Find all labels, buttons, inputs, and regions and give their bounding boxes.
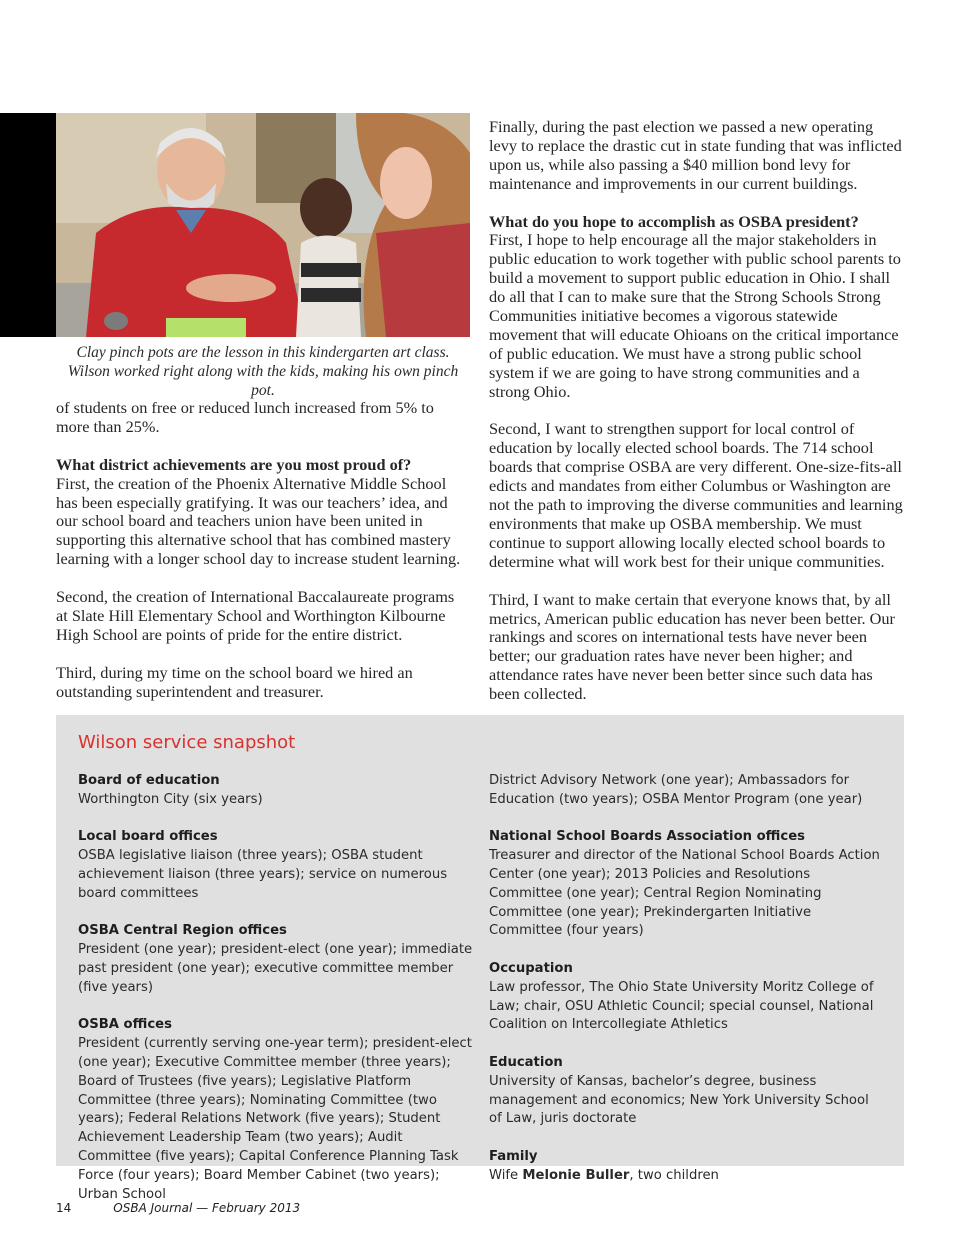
article-paragraph: First, the creation of the Phoenix Alternative Middle School has been especially gratifying. It was our teachers’ idea, and our school board and teachers union have been united in supporting this alternative school that has combined mastery learning with a longer school day to increase student learning. (56, 473, 461, 569)
black-margin-bar (0, 113, 56, 337)
photo-caption: Clay pinch pots are the lesson in this kindergarten art class. Wilson worked right along with the kids, making his own pinch pot. (67, 344, 459, 399)
article-paragraph: First, I hope to help encourage all the major stakeholders in public education to work together with public school parents to build a movement to support public education in Ohio. I shall do all that I can to make sure that the Strong Schools Strong Communities initiative becomes a vigorous statewide movement that will educate Ohioans on the critical importance of public education. We must have a strong public school system if we are going to have strong communities and a strong Ohio. (489, 230, 901, 401)
family-prefix: Wife (489, 1167, 523, 1183)
snapshot-title: Wilson service snapshot (78, 732, 296, 753)
interview-question: What do you hope to accomplish as OSBA president? (489, 211, 859, 231)
entry-text: OSBA legislative liaison (three years); OSBA student achievement liaison (three years); service on numerous board committees (78, 848, 448, 901)
article-paragraph: Second, I want to strengthen support for local control of education by locally elected school boards. The 714 school boards that comprise OSBA are very different. One-size-fits-all edicts and mandates from either Columbus or Washington are not the path to improving the diverse communities and learning environments that make up OSBA membership. We must continue to support allowing locally elected school boards to determine what will work best for their unique communities. (489, 419, 903, 571)
entry-text: President (currently serving one-year term); president-elect (one year); Executive Committee member (three years); Board of Trustees (five years); Legislative Platform Committee (three years); Nominating Committee (two years); Federal Relations Network (five years); Student Achievement Leadership Team (two years); Audit Committee (five years); Capital Conference Planning Task Force (four years); Board Member Cabinet (two years); Urban School (78, 1036, 472, 1202)
entry-heading: National School Boards Association offices (489, 829, 805, 845)
service-snapshot-box (56, 715, 904, 1202)
entry-heading: Occupation (489, 960, 573, 976)
page-footer (56, 1201, 300, 1215)
snapshot-entry (489, 1054, 884, 1129)
entry-heading: Board of education (78, 773, 220, 788)
snapshot-left-column (78, 772, 473, 1223)
entry-text: Treasurer and director of the National School Boards Action Center (one year); 2013 Policies and Resolutions Committee (one year); Central Region Nominating Committee (one year); Prekindergarten Initiative Committee (four years) (489, 848, 880, 939)
article-paragraph: Third, during my time on the school board we hired an outstanding superintendent and treasurer. (56, 662, 413, 701)
snapshot-entry (78, 772, 473, 810)
entry-heading: Local board offices (78, 829, 218, 845)
spouse-name: Melonie Buller (522, 1167, 630, 1183)
article-paragraph: Finally, during the past election we passed a new operating levy to replace the drastic cut in state funding that was inflicted upon us, while also passing a $40 million bond levy for maintenance and improvements in our current buildings. (489, 117, 902, 193)
publication-name: OSBA Journal — February 2013 (113, 1201, 301, 1215)
entry-text (489, 1167, 884, 1186)
entry-text: Law professor, The Ohio State University Moritz College of Law; chair, OSU Athletic Council; special counsel, National Coalition on Intercollegiate Athletics (489, 979, 874, 1033)
snapshot-entry (78, 828, 473, 903)
left-article-column (56, 399, 470, 720)
classroom-photo-illustration (56, 113, 470, 337)
page-number: 14 (56, 1201, 72, 1215)
article-paragraph: Third, I want to make certain that everyone knows that, by all metrics, American public education has never been better. Our rankings and scores on international tests have never been better; our graduation rates have never been higher; and attendance rates have never been better since such data has been collected. (489, 589, 895, 704)
snapshot-entry-continued: District Advisory Network (one year); Ambassadors for Education (two years); OSBA Mentor Program (one year) (489, 773, 863, 807)
snapshot-entry (78, 1016, 473, 1204)
entry-text: Worthington City (six years) (78, 791, 263, 807)
entry-text: President (one year); president-elect (one year); immediate past president (one year); executive committee member (five years) (78, 942, 473, 995)
entry-heading: OSBA Central Region offices (78, 923, 287, 939)
snapshot-entry (78, 922, 473, 997)
article-paragraph: Second, the creation of International Baccalaureate programs at Slate Hill Elementary School and Worthington Kilbourne High School are points of pride for the entire district. (56, 587, 455, 644)
classroom-photo (56, 113, 470, 337)
right-article-column (489, 118, 904, 723)
entry-heading: Education (489, 1054, 563, 1070)
entry-heading: Family (489, 1148, 538, 1164)
entry-text: University of Kansas, bachelor’s degree, business management and economics; New York University School of Law, juris doctorate (489, 1073, 869, 1127)
article-paragraph: of students on free or reduced lunch increased from 5% to more than 25%. (56, 398, 434, 436)
family-suffix: , two children (629, 1167, 719, 1183)
entry-heading: OSBA offices (78, 1017, 172, 1033)
snapshot-right-column (489, 772, 884, 1204)
interview-question: What district achievements are you most proud of? (56, 454, 412, 474)
snapshot-entry (489, 828, 884, 941)
snapshot-entry (489, 960, 884, 1035)
snapshot-entry (489, 1148, 884, 1186)
